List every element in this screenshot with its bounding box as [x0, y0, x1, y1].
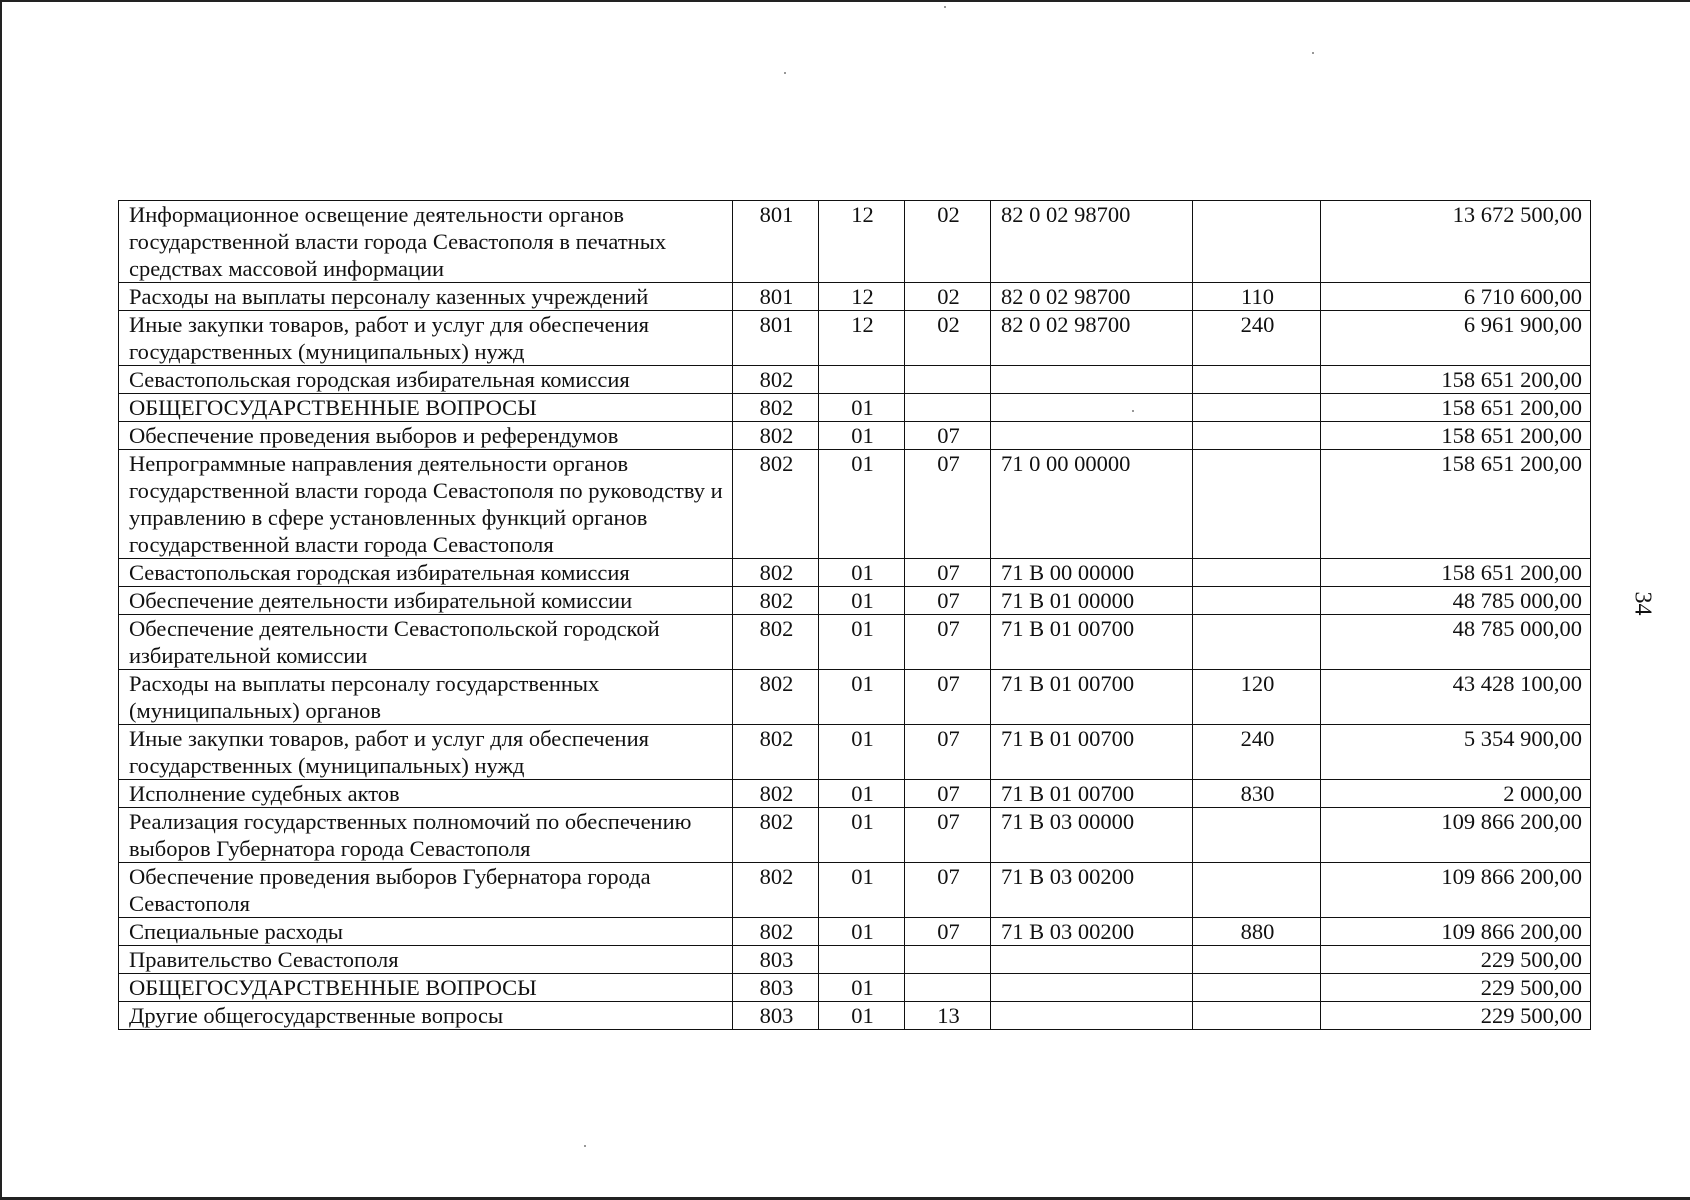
row-target-article-cell: 71 В 01 00700: [991, 670, 1193, 725]
table-row: [119, 450, 1591, 559]
row-name-cell: Расходы на выплаты персоналу государственных (муниципальных) органов: [119, 670, 733, 725]
row-section-cell: 01: [819, 918, 905, 946]
row-amount-cell: 13 672 500,00: [1321, 201, 1591, 283]
row-name-cell: Обеспечение проведения выборов и референдумов: [119, 422, 733, 450]
row-amount-cell: 109 866 200,00: [1321, 808, 1591, 863]
row-subsection-cell: 07: [905, 808, 991, 863]
row-gov-code-cell: 801: [733, 201, 819, 283]
row-expense-type-cell: [1193, 422, 1321, 450]
row-target-article-cell: [991, 366, 1193, 394]
row-subsection-cell: 07: [905, 725, 991, 780]
row-section-cell: 01: [819, 450, 905, 559]
table-row: [119, 780, 1591, 808]
row-amount-cell: 229 500,00: [1321, 974, 1591, 1002]
table-row: [119, 422, 1591, 450]
table-row: [119, 918, 1591, 946]
row-name-cell: Расходы на выплаты персоналу казенных учреждений: [119, 283, 733, 311]
row-expense-type-cell: [1193, 366, 1321, 394]
row-expense-type-cell: 830: [1193, 780, 1321, 808]
row-section-cell: 01: [819, 587, 905, 615]
row-subsection-cell: 07: [905, 918, 991, 946]
page-number: 34: [1629, 591, 1656, 616]
row-target-article-cell: 71 В 03 00200: [991, 918, 1193, 946]
row-section-cell: 01: [819, 863, 905, 918]
row-gov-code-cell: 803: [733, 974, 819, 1002]
row-expense-type-cell: [1193, 450, 1321, 559]
row-name-cell: Другие общегосударственные вопросы: [119, 1002, 733, 1030]
row-expense-type-cell: [1193, 615, 1321, 670]
row-section-cell: 01: [819, 725, 905, 780]
row-gov-code-cell: 802: [733, 394, 819, 422]
table-row: [119, 559, 1591, 587]
row-expense-type-cell: [1193, 974, 1321, 1002]
row-section-cell: 01: [819, 808, 905, 863]
row-gov-code-cell: 802: [733, 559, 819, 587]
row-section-cell: 12: [819, 283, 905, 311]
scan-edge-left: [0, 0, 2, 1200]
row-gov-code-cell: 802: [733, 780, 819, 808]
row-gov-code-cell: 803: [733, 946, 819, 974]
scan-speck: [1312, 52, 1314, 54]
scan-edge-top: [0, 0, 1690, 2]
scan-speck: [584, 1145, 586, 1147]
table-row: [119, 283, 1591, 311]
row-section-cell: 01: [819, 615, 905, 670]
row-name-cell: Непрограммные направления деятельности органов государственной власти города Севастополя по руководству и управлению в сфере установленных функций органов государственной власти города Севастополя: [119, 450, 733, 559]
row-subsection-cell: [905, 394, 991, 422]
row-amount-cell: 229 500,00: [1321, 1002, 1591, 1030]
scan-speck: [784, 72, 786, 74]
row-amount-cell: 158 651 200,00: [1321, 422, 1591, 450]
row-expense-type-cell: [1193, 808, 1321, 863]
row-name-cell: Обеспечение деятельности избирательной комиссии: [119, 587, 733, 615]
row-amount-cell: 158 651 200,00: [1321, 394, 1591, 422]
row-target-article-cell: 71 В 03 00000: [991, 808, 1193, 863]
row-section-cell: 01: [819, 670, 905, 725]
budget-table: [118, 200, 1591, 1030]
row-subsection-cell: 07: [905, 587, 991, 615]
row-amount-cell: 158 651 200,00: [1321, 366, 1591, 394]
table-row: [119, 1002, 1591, 1030]
row-subsection-cell: [905, 366, 991, 394]
row-name-cell: Реализация государственных полномочий по обеспечению выборов Губернатора города Севастополя: [119, 808, 733, 863]
row-section-cell: 12: [819, 311, 905, 366]
row-amount-cell: 158 651 200,00: [1321, 559, 1591, 587]
row-target-article-cell: [991, 1002, 1193, 1030]
row-amount-cell: 109 866 200,00: [1321, 863, 1591, 918]
table-row: [119, 808, 1591, 863]
row-name-cell: Информационное освещение деятельности органов государственной власти города Севастополя в печатных средствах массовой информации: [119, 201, 733, 283]
budget-table-body: [119, 201, 1591, 1030]
row-gov-code-cell: 802: [733, 918, 819, 946]
row-gov-code-cell: 802: [733, 450, 819, 559]
row-name-cell: Иные закупки товаров, работ и услуг для обеспечения государственных (муниципальных) нужд: [119, 311, 733, 366]
row-amount-cell: 6 961 900,00: [1321, 311, 1591, 366]
row-expense-type-cell: [1193, 946, 1321, 974]
row-gov-code-cell: 802: [733, 725, 819, 780]
row-subsection-cell: 07: [905, 615, 991, 670]
table-row: [119, 615, 1591, 670]
table-row: [119, 670, 1591, 725]
row-amount-cell: 109 866 200,00: [1321, 918, 1591, 946]
row-gov-code-cell: 802: [733, 422, 819, 450]
row-expense-type-cell: [1193, 559, 1321, 587]
row-name-cell: Обеспечение деятельности Севастопольской городской избирательной комиссии: [119, 615, 733, 670]
row-target-article-cell: 71 В 01 00700: [991, 780, 1193, 808]
row-target-article-cell: 71 В 01 00700: [991, 615, 1193, 670]
row-section-cell: 01: [819, 394, 905, 422]
row-expense-type-cell: 120: [1193, 670, 1321, 725]
row-expense-type-cell: [1193, 863, 1321, 918]
row-section-cell: 01: [819, 559, 905, 587]
row-target-article-cell: 71 В 01 00700: [991, 725, 1193, 780]
table-row: [119, 366, 1591, 394]
row-amount-cell: 48 785 000,00: [1321, 587, 1591, 615]
row-gov-code-cell: 801: [733, 311, 819, 366]
row-subsection-cell: 07: [905, 863, 991, 918]
table-row: [119, 201, 1591, 283]
row-target-article-cell: 71 В 01 00000: [991, 587, 1193, 615]
row-name-cell: Правительство Севастополя: [119, 946, 733, 974]
row-section-cell: 01: [819, 780, 905, 808]
row-subsection-cell: 07: [905, 450, 991, 559]
row-amount-cell: 229 500,00: [1321, 946, 1591, 974]
table-row: [119, 394, 1591, 422]
row-gov-code-cell: 803: [733, 1002, 819, 1030]
row-target-article-cell: [991, 946, 1193, 974]
row-subsection-cell: 02: [905, 201, 991, 283]
row-gov-code-cell: 802: [733, 808, 819, 863]
row-subsection-cell: 02: [905, 283, 991, 311]
row-gov-code-cell: 802: [733, 670, 819, 725]
row-name-cell: Севастопольская городская избирательная комиссия: [119, 366, 733, 394]
row-amount-cell: 48 785 000,00: [1321, 615, 1591, 670]
row-amount-cell: 2 000,00: [1321, 780, 1591, 808]
row-subsection-cell: 07: [905, 422, 991, 450]
row-expense-type-cell: 240: [1193, 311, 1321, 366]
table-row: [119, 587, 1591, 615]
row-expense-type-cell: [1193, 394, 1321, 422]
row-target-article-cell: [991, 394, 1193, 422]
row-subsection-cell: 07: [905, 670, 991, 725]
row-name-cell: Специальные расходы: [119, 918, 733, 946]
row-subsection-cell: 13: [905, 1002, 991, 1030]
row-expense-type-cell: 880: [1193, 918, 1321, 946]
row-expense-type-cell: [1193, 1002, 1321, 1030]
row-expense-type-cell: 240: [1193, 725, 1321, 780]
row-expense-type-cell: [1193, 587, 1321, 615]
row-section-cell: 01: [819, 1002, 905, 1030]
row-gov-code-cell: 802: [733, 863, 819, 918]
row-name-cell: ОБЩЕГОСУДАРСТВЕННЫЕ ВОПРОСЫ: [119, 394, 733, 422]
row-target-article-cell: 82 0 02 98700: [991, 201, 1193, 283]
row-expense-type-cell: 110: [1193, 283, 1321, 311]
row-gov-code-cell: 801: [733, 283, 819, 311]
row-name-cell: Обеспечение проведения выборов Губернатора города Севастополя: [119, 863, 733, 918]
row-section-cell: [819, 366, 905, 394]
row-amount-cell: 6 710 600,00: [1321, 283, 1591, 311]
row-section-cell: 01: [819, 422, 905, 450]
row-subsection-cell: 07: [905, 559, 991, 587]
row-section-cell: 01: [819, 974, 905, 1002]
row-target-article-cell: [991, 974, 1193, 1002]
table-row: [119, 311, 1591, 366]
row-subsection-cell: [905, 974, 991, 1002]
table-row: [119, 725, 1591, 780]
row-expense-type-cell: [1193, 201, 1321, 283]
row-subsection-cell: 02: [905, 311, 991, 366]
row-gov-code-cell: 802: [733, 366, 819, 394]
row-amount-cell: 5 354 900,00: [1321, 725, 1591, 780]
table-row: [119, 974, 1591, 1002]
row-target-article-cell: [991, 422, 1193, 450]
row-section-cell: [819, 946, 905, 974]
row-name-cell: Исполнение судебных актов: [119, 780, 733, 808]
row-amount-cell: 158 651 200,00: [1321, 450, 1591, 559]
row-target-article-cell: 82 0 02 98700: [991, 311, 1193, 366]
row-gov-code-cell: 802: [733, 587, 819, 615]
row-target-article-cell: 82 0 02 98700: [991, 283, 1193, 311]
row-subsection-cell: [905, 946, 991, 974]
row-target-article-cell: 71 В 00 00000: [991, 559, 1193, 587]
row-name-cell: ОБЩЕГОСУДАРСТВЕННЫЕ ВОПРОСЫ: [119, 974, 733, 1002]
row-name-cell: Севастопольская городская избирательная комиссия: [119, 559, 733, 587]
row-section-cell: 12: [819, 201, 905, 283]
scan-speck: [944, 6, 946, 8]
row-name-cell: Иные закупки товаров, работ и услуг для обеспечения государственных (муниципальных) нужд: [119, 725, 733, 780]
row-gov-code-cell: 802: [733, 615, 819, 670]
table-row: [119, 946, 1591, 974]
table-row: [119, 863, 1591, 918]
row-target-article-cell: 71 0 00 00000: [991, 450, 1193, 559]
row-target-article-cell: 71 В 03 00200: [991, 863, 1193, 918]
row-subsection-cell: 07: [905, 780, 991, 808]
row-amount-cell: 43 428 100,00: [1321, 670, 1591, 725]
